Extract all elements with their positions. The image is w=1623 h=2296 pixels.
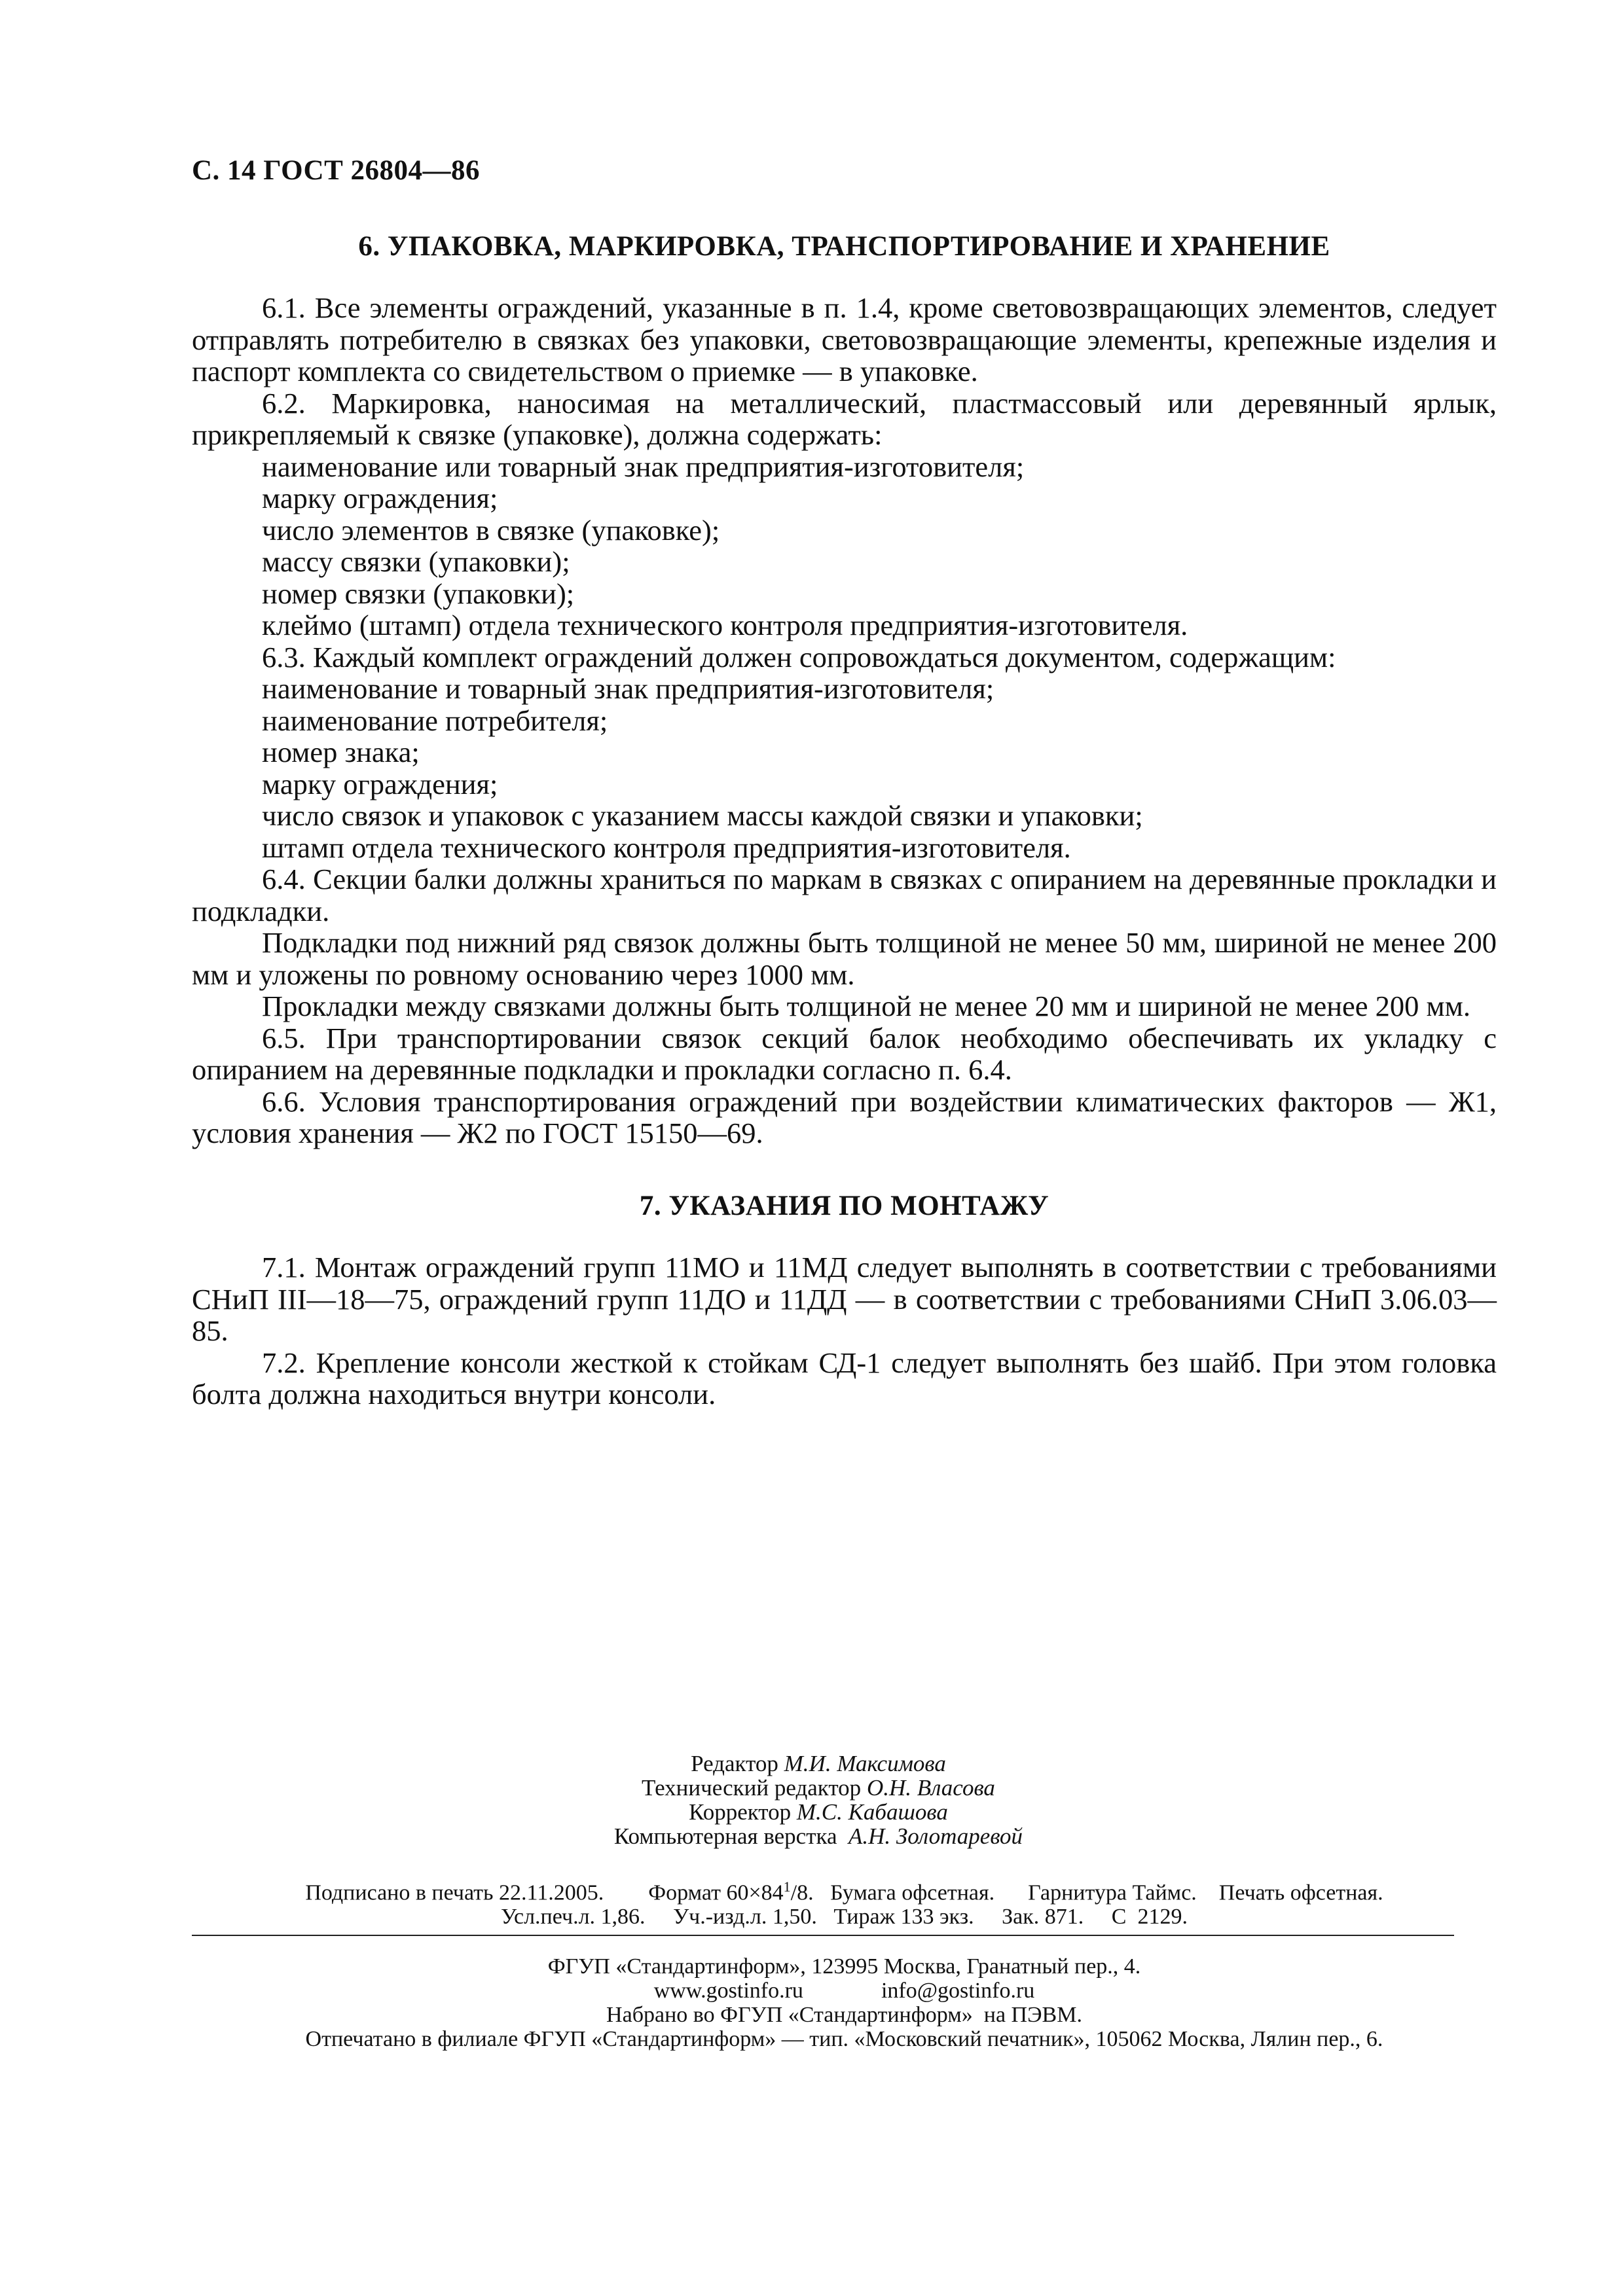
print-specs-line-1: Подписано в печать 22.11.2005. Формат $60\times 84^1/8$. Бумага офсетная. Гарнитура Таймс. Печать офсетная. xyxy=(305,1878,1383,1905)
typeset-line: Набрано во ФГУП «Стандартинформ» на ПЭВМ. xyxy=(606,2003,1082,2027)
corrector-line: Корректор М.С. Кабашова xyxy=(689,1799,948,1825)
paragraph-6-4-b: Прокладки между связками должны быть толщиной не менее 20 мм и шириной не менее 200 мм. xyxy=(262,990,1470,1022)
paragraph-6-1: 6.1. Все элементы ограждений, указанные в п. 1.4, кроме световозвращающих элементов, следует отправлять потребителю в связках без упаковки, световозвращающие элементы, крепежные изделия и паспорт комплекта со свидетельством о приемке — в упаковке. xyxy=(192,291,1497,387)
section-7-body xyxy=(192,1251,1497,1410)
editor-line: Редактор М.И. Максимова xyxy=(691,1751,946,1776)
section-6-title: 6. УПАКОВКА, МАРКИРОВКА, ТРАНСПОРТИРОВАНИЕ И ХРАНЕНИЕ xyxy=(358,231,1330,262)
paragraph-6-2: 6.2. Маркировка, наносимая на металлический, пластмассовый или деревянный ярлык, прикрепляемый к связке (упаковке), должна содержать: xyxy=(192,386,1497,451)
list-item: число связок и упаковок с указанием массы каждой связки и упаковки; xyxy=(262,799,1143,832)
publisher-contacts xyxy=(192,1979,1497,2003)
list-item: наименование и товарный знак предприятия-изготовителя; xyxy=(262,672,994,705)
print-specs xyxy=(192,1874,1497,1929)
list-item: номер связки (упаковки); xyxy=(262,577,575,610)
divider-line xyxy=(192,1935,1454,1936)
publisher-info xyxy=(192,1954,1497,2051)
list-item: штамп отдела технического контроля предприятия-изготовителя. xyxy=(262,831,1071,864)
paragraph-6-6: 6.6. Условия транспортирования ограждений при воздействии климатических факторов — Ж1, условия хранения — Ж2 по ГОСТ 15150—69. xyxy=(192,1085,1497,1149)
list-item: клеймо (штамп) отдела технического контроля предприятия-изготовителя. xyxy=(262,609,1188,641)
email-link: info@gostinfo.ru xyxy=(881,1979,1035,2003)
layout-line: Компьютерная верстка А.Н. Золотаревой xyxy=(613,1823,1023,1849)
section-7-title: 7. УКАЗАНИЯ ПО МОНТАЖУ xyxy=(639,1191,1049,1221)
list-item: массу связки (упаковки); xyxy=(262,545,570,578)
publisher-address: ФГУП «Стандартинформ», 123995 Москва, Гранатный пер., 4. xyxy=(547,1954,1141,1979)
paragraph-6-4: 6.4. Секции балки должны храниться по маркам в связках с опиранием на деревянные прокладки и подкладки. xyxy=(192,863,1497,927)
list-item: номер знака; xyxy=(262,736,420,768)
paragraph-6-5: 6.5. При транспортировании связок секций балок необходимо обеспечивать их укладку с опиранием на деревянные подкладки и прокладки согласно п. 6.4. xyxy=(192,1021,1497,1086)
paragraph-6-3: 6.3. Каждый комплект ограждений должен сопровождаться документом, содержащим: xyxy=(262,640,1336,673)
printed-line: Отпечатано в филиале ФГУП «Стандартинформ» — тип. «Московский печатник», 105062 Москва, Лялин пер., 6. xyxy=(305,2027,1383,2051)
tech-editor-line: Технический редактор О.Н. Власова xyxy=(642,1775,995,1801)
list-item: наименование или товарный знак предприятия-изготовителя; xyxy=(262,450,1025,483)
paragraph-7-1: 7.1. Монтаж ограждений групп 11МО и 11МД следует выполнять в соответствии с требованиями СНиП III—18—75, ограждений групп 11ДО и 11ДД — в соответствии с требованиями СНиП 3.06.03—85. xyxy=(192,1251,1497,1347)
web-link: www.gostinfo.ru xyxy=(653,1979,803,2003)
list-item: марку ограждения; xyxy=(262,482,498,514)
imprint-credits xyxy=(229,1751,1408,1848)
paragraph-7-2: 7.2. Крепление консоли жесткой к стойкам СД-1 следует выполнять без шайб. При этом головка болта должна находиться внутри консоли. xyxy=(192,1346,1497,1410)
section-6-body xyxy=(192,292,1497,1149)
list-item: марку ограждения; xyxy=(262,767,498,800)
running-head: С. 14 ГОСТ 26804—86 xyxy=(192,155,481,186)
list-item: наименование потребителя; xyxy=(262,704,608,737)
list-item: число элементов в связке (упаковке); xyxy=(262,513,720,547)
print-specs-line-2: Усл.печ.л. 1,86. Уч.-изд.л. 1,50. Тираж 133 экз. Зак. 871. С 2129. xyxy=(501,1905,1188,1929)
paragraph-6-4-a: Подкладки под нижний ряд связок должны быть толщиной не менее 50 мм, шириной не менее 200 мм и уложены по ровному основанию через 1000 мм. xyxy=(192,926,1497,991)
